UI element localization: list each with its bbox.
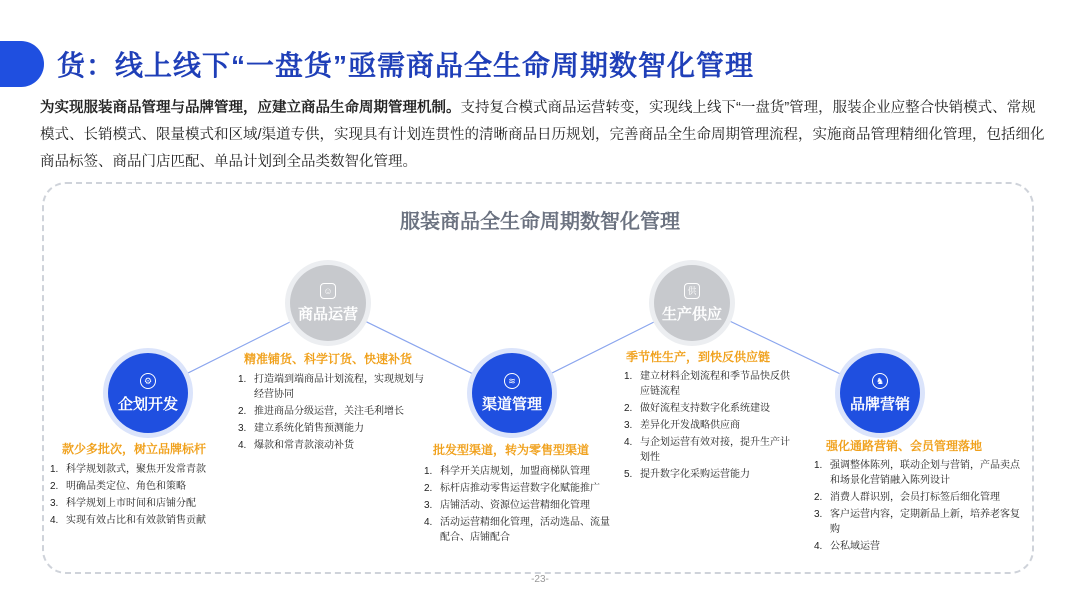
list-item: 3. 建立系统化销售预测能力 xyxy=(238,423,364,434)
list-item: 2. 推进商品分级运营，关注毛利增长 xyxy=(238,406,404,417)
list-item: 1. 科学规划款式，聚焦开发常青款 xyxy=(50,464,206,475)
list-item: 4. 实现有效占比和有效款销售贡献 xyxy=(50,515,206,526)
list-item: 2. 做好流程支持数字化系统建设 xyxy=(624,403,770,414)
list-item: 4. 活动运营精细化管理，活动选品、流量配合、店铺配合 xyxy=(424,517,610,543)
intro-bold: 为实现服装商品管理与品牌管理，应建立商品生命周期管理机制。 xyxy=(40,100,461,116)
node-supply-list xyxy=(624,369,794,484)
gear-icon: ⚙ xyxy=(140,373,156,389)
node-supply-label: 生产供应 xyxy=(661,305,722,323)
list-item: 4. 公私域运营 xyxy=(814,541,880,552)
node-product-ops-list xyxy=(238,372,433,455)
node-plan-dev xyxy=(108,353,188,433)
list-item: 1. 科学开关店规划，加盟商梯队管理 xyxy=(424,466,590,477)
channel-icon: ≋ xyxy=(504,373,520,389)
list-item: 2. 消费人群识别，会员打标签后细化管理 xyxy=(814,492,1000,503)
list-item: 3. 客户运营内容，定期新品上新，培养老客复购 xyxy=(814,509,1020,535)
node-plan-dev-list xyxy=(50,462,245,530)
node-brand-marketing xyxy=(840,353,920,433)
list-item: 1. 建立材料企划流程和季节品快反供应链流程 xyxy=(624,371,790,397)
node-supply-subtitle: 季节性生产，到快反供应链 xyxy=(626,350,771,364)
list-item: 4. 爆款和常青款滚动补货 xyxy=(238,440,354,451)
supply-icon: 供 xyxy=(684,283,700,299)
node-channel-mgmt-label: 渠道管理 xyxy=(481,395,542,413)
list-item: 4. 与企划运营有效对接，提升生产计划性 xyxy=(624,437,790,463)
node-brand-marketing-label: 品牌营销 xyxy=(849,395,910,413)
list-item: 3. 店铺活动、资源位运营精细化管理 xyxy=(424,500,590,511)
node-supply xyxy=(654,265,730,341)
node-product-ops-subtitle: 精准铺货、科学订货、快速补货 xyxy=(244,352,413,366)
node-plan-dev-subtitle: 款少多批次，树立品牌标杆 xyxy=(62,442,207,456)
node-channel-mgmt xyxy=(472,353,552,433)
list-item: 3. 差异化开发战略供应商 xyxy=(624,420,740,431)
list-item: 2. 标杆店推动零售运营数字化赋能推广 xyxy=(424,483,600,494)
list-item: 3. 科学规划上市时间和店铺分配 xyxy=(50,498,196,509)
node-brand-marketing-list xyxy=(814,458,1026,556)
node-product-ops xyxy=(290,265,366,341)
list-item: 1. 强调整体陈列，联动企划与营销，产品卖点和场景化营销融入陈列设计 xyxy=(814,460,1020,486)
node-product-ops-label: 商品运营 xyxy=(297,305,358,323)
diagram-title: 服装商品全生命周期数智化管理 xyxy=(400,211,680,233)
intro-text: 支持复合模式商品运营转变，实现线上线下“一盘货”管理，服装企业应整合快销模式、常规模式、长销模式、限量模式和区域/渠道专供，实现具有计划连贯性的清晰商品日历规划，完善商品全生命周期管理流程，实施商品管理精细化管理，包括细化商品标签、商品门店匹配、单品计划到全品类数智化管理。 xyxy=(40,100,1045,170)
node-brand-marketing-subtitle: 强化通路营销、会员管理落地 xyxy=(826,439,983,453)
page-number: -23- xyxy=(531,574,549,585)
list-item: 2. 明确品类定位、角色和策略 xyxy=(50,481,186,492)
list-item: 1. 打造端到端商品计划流程，实现规划与经营协同 xyxy=(238,374,424,400)
page-title: 货：线上线下“一盘货”亟需商品全生命周期数智化管理 xyxy=(57,50,755,81)
node-plan-dev-label: 企划开发 xyxy=(117,395,178,413)
node-channel-mgmt-subtitle: 批发型渠道，转为零售型渠道 xyxy=(433,443,590,457)
node-channel-mgmt-list xyxy=(424,464,614,547)
shopping-bag-icon: ☺ xyxy=(320,283,336,299)
person-board-icon: ♞ xyxy=(872,373,888,389)
list-item: 5. 提升数字化采购运营能力 xyxy=(624,469,750,480)
